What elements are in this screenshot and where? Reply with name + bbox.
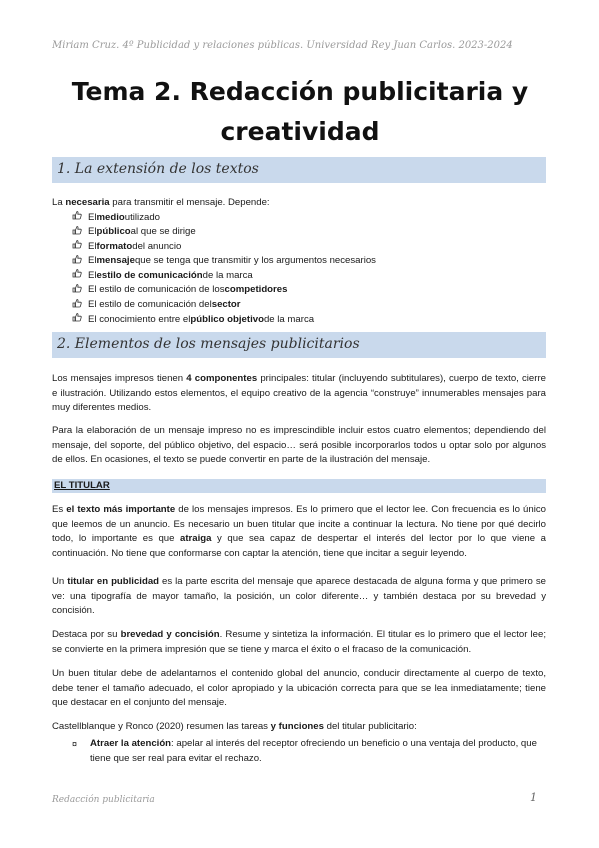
page-number: 1 [530,791,537,804]
function-bullet [72,737,546,766]
list-item-text: de la marca [202,269,253,281]
titular-subheading-band [52,479,546,493]
section-2-heading: 2. Elementos de los mensajes publicitarios [57,336,360,352]
list-item-text: El estilo de comunicación del [88,299,212,311]
bold-text: Atraer la atención [90,738,172,749]
page-header: Miriam Cruz. 4º Publicidad y relaciones públicas. Universidad Rey Juan Carlos. 2023-2024 [52,40,513,51]
list-item-text: al que se dirige [130,226,196,238]
list-item [72,254,376,269]
bold-text: titular en publicidad [67,576,160,587]
list-item [72,283,376,298]
list-item-text: de la marca [263,313,315,325]
list-item-bold: formato [96,240,133,252]
list-item [72,298,376,313]
thumbs-up-icon [72,283,88,298]
section-1-heading: 1. La extensión de los textos [57,161,259,177]
intro-text: para transmitir el mensaje. Depende: [109,197,270,208]
list-item [72,239,376,254]
list-item-bold: competidores [224,284,288,296]
titular-subheading: EL TITULAR [54,480,110,491]
section-1-heading-band [52,157,546,183]
thumbs-up-icon [72,312,88,327]
text: principales: titular (incluyendo subtitulares), cuerpo de texto, cierre e ilustración. Utilizando estos elementos, el equipo creativo de la agencia “construye” innumerables mensajes para muy diferentes medios. [52,373,546,413]
list-item [72,225,376,240]
text: y que sea capaz de despertar el interés del lector por lo que viene a continuación. No tiene que conformarse con captar la atención, tiene que incitar a seguir leyendo. [52,533,546,559]
page-footer: Redacción publicitaria [52,795,155,805]
text: Es [52,504,67,515]
list-item-text: El [88,211,97,223]
factor-list [72,210,376,327]
thumbs-up-icon [72,225,88,240]
bold-text: brevedad y concisión [120,629,220,640]
intro-text: La [52,197,66,208]
thumbs-up-icon [72,254,88,269]
list-item-text: del anuncio [132,240,182,252]
list-item-bold: mensaje [96,255,135,267]
list-item-bold: público [96,226,131,238]
bold-text: 4 componentes [186,373,258,384]
paragraph-titular-2 [52,575,546,619]
bold-text: el texto más importante [66,504,176,515]
text: Destaca por su [52,629,121,640]
list-item-text: El conocimiento entre el [88,313,191,325]
list-item-text: El [88,240,97,252]
text: Los mensajes impresos tienen [52,373,187,384]
paragraph-titular-4 [52,667,546,711]
list-item-bold: medio [96,211,125,223]
bullet-marker-icon: ¤ [72,739,78,749]
list-item-bold: sector [211,299,241,311]
list-item-bold: estilo de comunicación [96,269,203,281]
page-title [40,72,560,152]
text: Un [52,576,68,587]
text: es la parte escrita del mensaje que aparece destacada de alguna forma y que primero se ve: una tipografía de mayor tamaño, la posición, un color diferente… y también destaca por su brevedad y concisión. [52,576,546,616]
thumbs-up-icon [72,210,88,225]
text: Castellblanque y Ronco (2020) resumen las tareas [52,721,271,732]
list-item-text: El [88,226,97,238]
section-2-heading-band [52,332,546,358]
text: del titular publicitario: [323,721,417,732]
bold-text: y funciones [270,721,324,732]
text: Un buen titular debe de adelantarnos el contenido global del anuncio, conducir directamente al cuerpo de texto, debe tener el tamaño adecuado, el color apropiado y la ubicación correcta para que se lea inmediatamente; tiene que destacar en el conjunto del mensaje. [52,668,546,708]
paragraph-components [52,372,546,416]
text: de los mensajes impresos. Es lo primero que el lector lee. Con frecuencia es lo único que leemos de un anuncio. Es necesario un buen titular que incite a continuar la lectura. No tiene por qué decirlo todo, lo importante es que [52,504,546,544]
text: : apelar al interés del receptor ofreciendo un beneficio o una ventaja del producto, que tiene que ser real para evitar el rechazo. [90,738,537,764]
list-item [72,312,376,327]
section-1-intro [52,196,546,211]
paragraph-titular-3 [52,628,546,657]
title-line-1: Tema 2. Redacción publicitaria y [71,77,529,106]
thumbs-up-icon [72,239,88,254]
list-item-text: que se tenga que transmitir y los argumentos necesarios [134,255,376,267]
list-item-text: El estilo de comunicación de los [88,284,225,296]
intro-bold: necesaria [65,197,110,208]
paragraph-titular-1 [52,503,546,561]
list-item [72,210,376,225]
list-item-text: El [88,269,97,281]
text: . Resume y sintetiza la información. El titular es lo primero que el lector lee; se convierte en la primera impresión que se tiene y marca el éxito o el fracaso de la comunicación. [52,629,546,655]
paragraph-titular-5 [52,720,546,735]
list-item-text: utilizado [124,211,160,223]
paragraph-elaboration [52,424,546,468]
list-item-text: El [88,255,97,267]
list-item [72,268,376,283]
title-line-2: creatividad [220,117,380,146]
thumbs-up-icon [72,298,88,313]
text: Para la elaboración de un mensaje impreso no es imprescindible incluir estos cuatro elementos; dependiendo del mensaje, del soporte, del público objetivo, del espacio… será posible incorporarlos todos u optar solo por algunos de ellos. En ocasiones, el texto se puede convertir en parte de la ilustración del mensaje. [52,425,546,465]
list-item-bold: público objetivo [190,313,264,325]
thumbs-up-icon [72,268,88,283]
bold-text: atraiga [180,533,212,544]
